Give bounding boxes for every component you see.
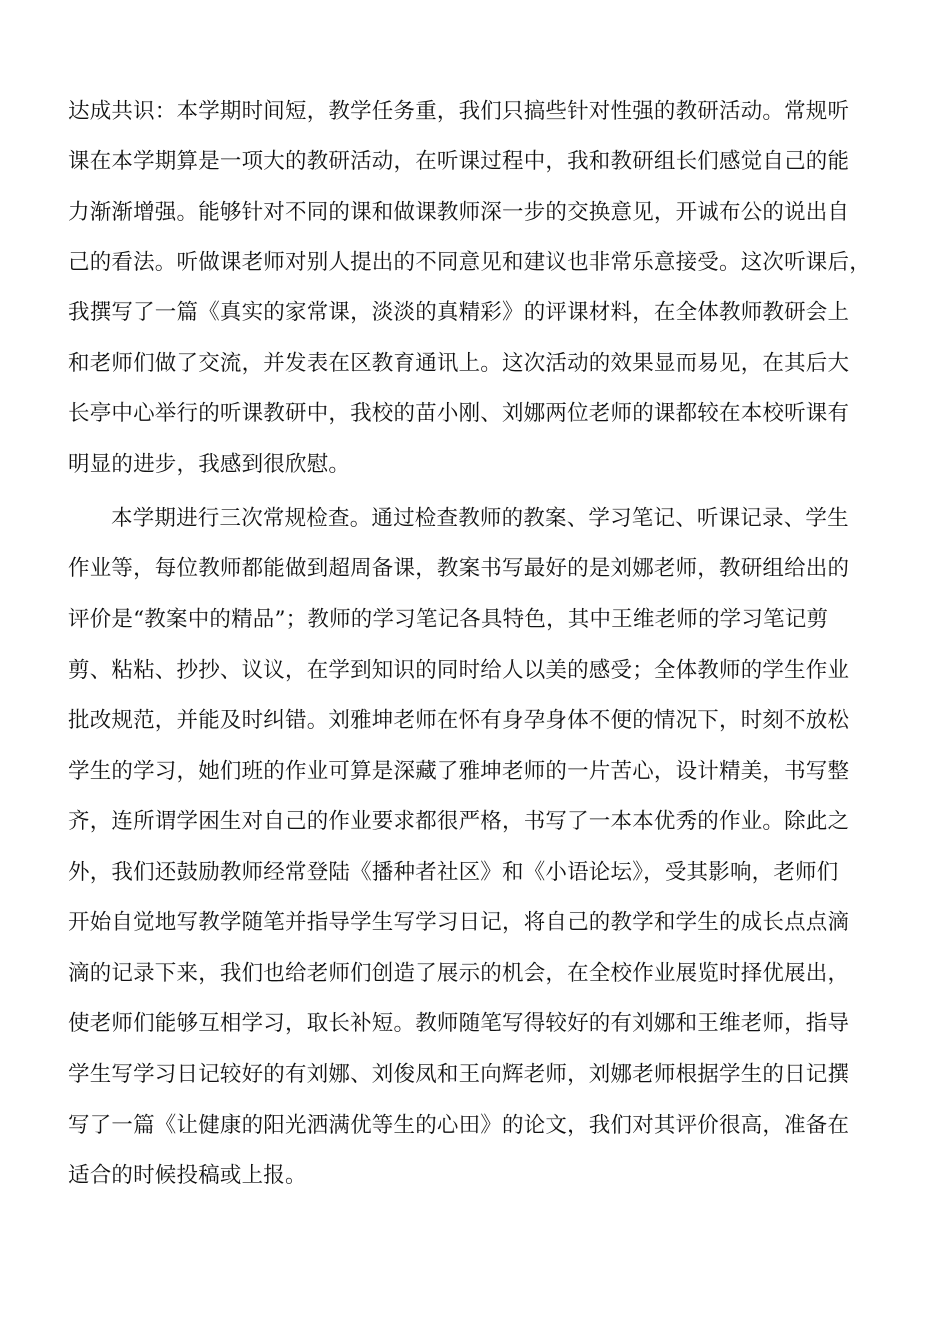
paragraph-1-line-3: 力渐渐增强。能够针对不同的课和做课教师深一步的交换意见，开诚布公的说出自: [68, 200, 850, 225]
paragraph-2-line-1: 本学期进行三次常规检查。通过检查教师的教案、学习笔记、听课记录、学生: [111, 506, 849, 531]
paragraph-2-line-9: 开始自觉地写教学随笔并指导学生写学习日记，将自己的教学和学生的成长点点滴: [68, 910, 850, 935]
paragraph-2-line-13: 写了一篇《让健康的阳光洒满优等生的心田》的论文，我们对其评价很高，准备在: [68, 1113, 850, 1138]
paragraph-2-line-6: 学生的学习，她们班的作业可算是深藏了雅坤老师的一片苦心，设计精美，书写整: [68, 759, 850, 784]
paragraph-2-line-8: 外，我们还鼓励教师经常登陆《播种者社区》和《小语论坛》，受其影响，老师们: [68, 860, 839, 885]
paragraph-2-line-4: 剪、粘粘、抄抄、议议，在学到知识的同时给人以美的感受；全体教师的学生作业: [68, 658, 850, 683]
paragraph-2-line-2: 作业等，每位教师都能做到超周备课，教案书写最好的是刘娜老师，教研组给出的: [68, 556, 850, 581]
paragraph-2-line-5: 批改规范，并能及时纠错。刘雅坤老师在怀有身孕身体不便的情况下，时刻不放松: [68, 708, 850, 733]
paragraph-1-line-7: 长亭中心举行的听课教研中，我校的苗小刚、刘娜两位老师的课都较在本校听课有: [68, 401, 850, 426]
paragraph-2-line-11: 使老师们能够互相学习，取长补短。教师随笔写得较好的有刘娜和王维老师，指导: [68, 1011, 850, 1036]
paragraph-1-line-1: 达成共识：本学期时间短，教学任务重，我们只搞些针对性强的教研活动。常规听: [68, 99, 850, 124]
paragraph-1-line-2: 课在本学期算是一项大的教研活动，在听课过程中，我和教研组长们感觉自己的能: [68, 149, 850, 174]
paragraph-2-line-14: 适合的时候投稿或上报。: [68, 1163, 307, 1188]
paragraph-1-line-8: 明显的进步，我感到很欣慰。: [68, 452, 351, 477]
paragraph-1-line-5: 我撰写了一篇《真实的家常课，淡淡的真精彩》的评课材料，在全体教师教研会上: [68, 300, 850, 325]
paragraph-2-line-3: 评价是“教案中的精品”；教师的学习笔记各具特色，其中王维老师的学习笔记剪: [68, 607, 829, 632]
paragraph-1-line-6: 和老师们做了交流，并发表在区教育通讯上。这次活动的效果显而易见，在其后大: [68, 351, 850, 376]
paragraph-2-line-7: 齐，连所谓学困生对自己的作业要求都很严格，书写了一本本优秀的作业。除此之: [68, 809, 850, 834]
paragraph-1-line-4: 己的看法。听做课老师对别人提出的不同意见和建议也非常乐意接受。这次听课后，: [68, 250, 871, 275]
paragraph-2-line-10: 滴的记录下来，我们也给老师们创造了展示的机会，在全校作业展览时择优展出，: [68, 961, 850, 986]
paragraph-2-line-12: 学生写学习日记较好的有刘娜、刘俊凤和王向辉老师，刘娜老师根据学生的日记撰: [68, 1062, 850, 1087]
